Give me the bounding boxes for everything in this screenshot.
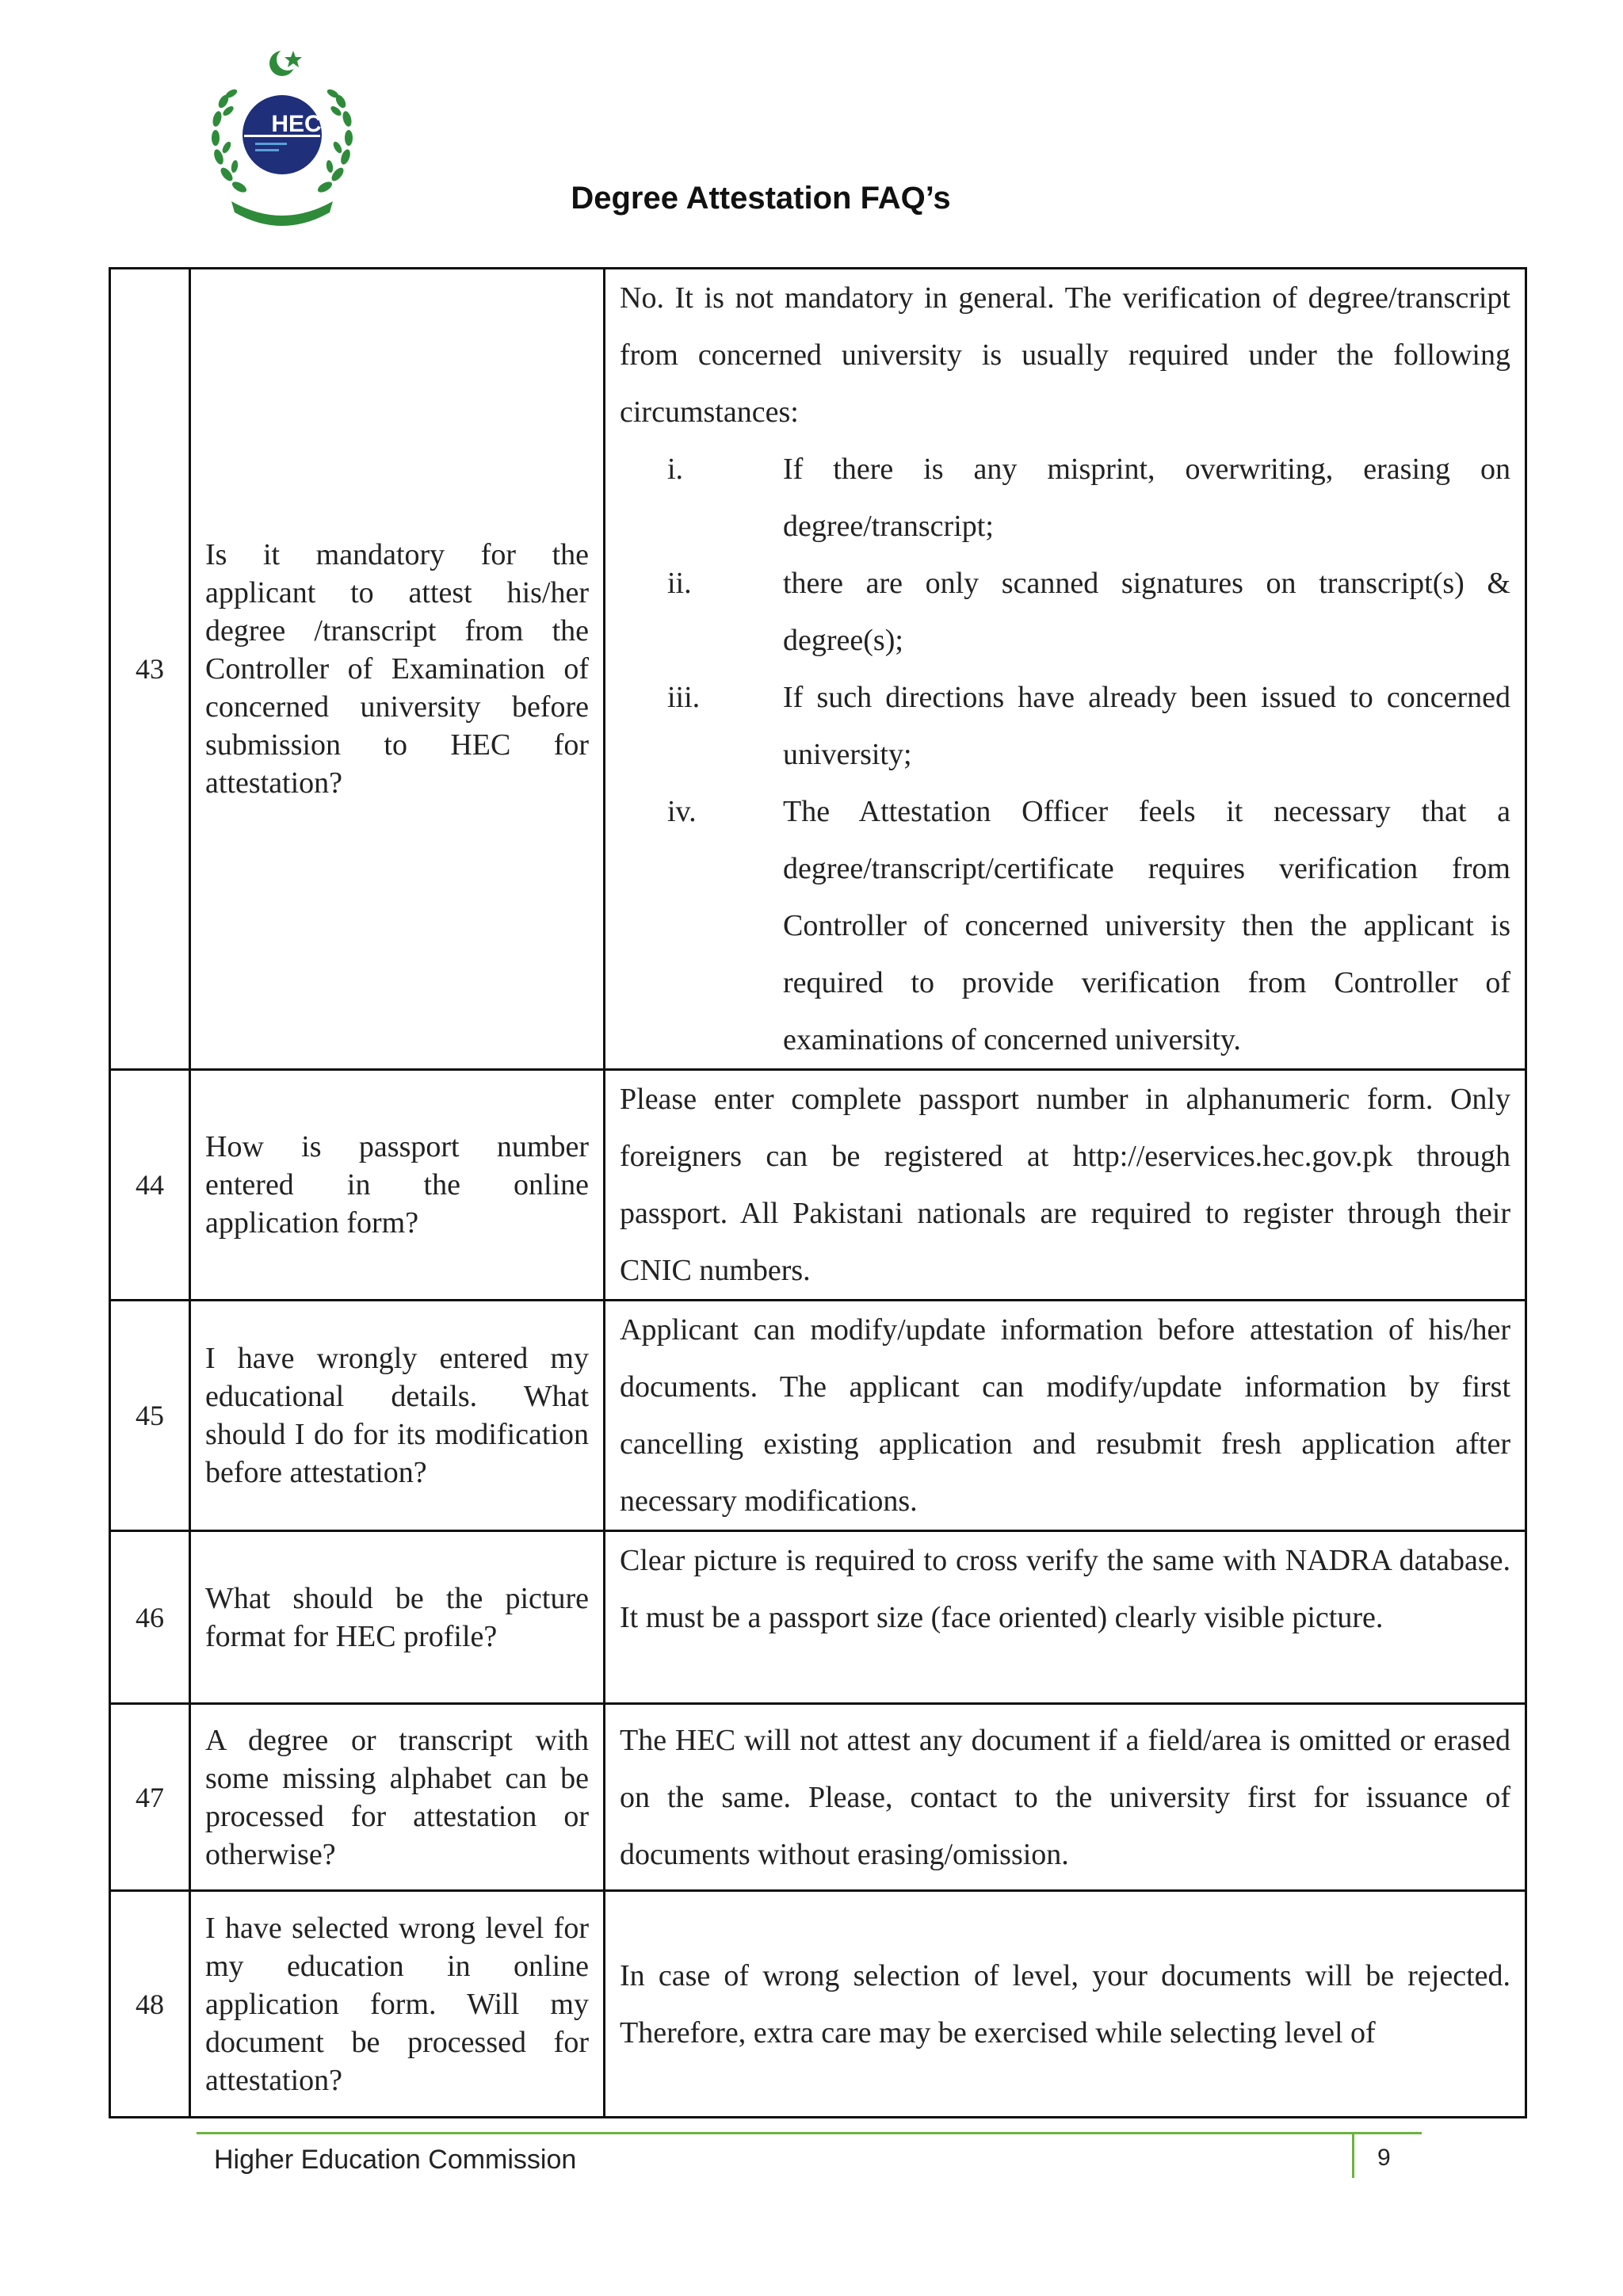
list-marker: iv. — [667, 795, 697, 828]
faq-answer: Please enter complete passport number in alphanumeric form. Only foreigners can be registered at http://eservices.hec.gov.pk through passport. All Pakistani nationals are required to register through their CNIC numbers. — [605, 1070, 1526, 1301]
faq-number: 43 — [110, 269, 190, 1070]
list-item — [620, 441, 1510, 555]
faq-number: 48 — [110, 1891, 190, 2118]
logo-text: HEC — [271, 111, 322, 137]
faq-answer: Applicant can modify/update information before attestation of his/her documents. The applicant can modify/update information by first cancelling existing application and resubmit fresh application after necessary modifications. — [605, 1301, 1526, 1531]
faq-answer: Clear picture is required to cross verify the same with NADRA database. It must be a passport size (face oriented) clearly visible picture. — [605, 1531, 1526, 1704]
faq-row — [110, 269, 1526, 1070]
footer-divider — [197, 2132, 1422, 2134]
list-item-text: there are only scanned signatures on transcript(s) & degree(s); — [783, 567, 1510, 657]
list-item-text: If such directions have already been issued to concerned university; — [783, 681, 1510, 771]
faq-answer-text: No. It is not mandatory in general. The verification of degree/transcript from concerned university is usually required under the following circumstances: — [620, 281, 1510, 429]
page-title: Degree Attestation FAQ’s — [571, 181, 951, 216]
list-item-text: The Attestation Officer feels it necessary that a degree/transcript/certificate requires verification from Controller of concerned university then the applicant is required to provide verification from Controller of examinations of concerned university. — [783, 795, 1510, 1056]
faq-question: I have selected wrong level for my education in online application form. Will my document be processed for attestation? — [190, 1891, 605, 2118]
footer-organization: Higher Education Commission — [214, 2145, 577, 2175]
faq-answer: The HEC will not attest any document if a field/area is omitted or erased on the same. Please, contact to the university first for issuance of documents without erasing/omission. — [605, 1704, 1526, 1891]
faq-number: 44 — [110, 1070, 190, 1301]
list-item — [620, 783, 1510, 1068]
faq-answer-list — [620, 441, 1510, 1068]
faq-question: What should be the picture format for HEC profile? — [190, 1531, 605, 1704]
list-item — [620, 669, 1510, 783]
page-number: 9 — [1377, 2145, 1391, 2171]
list-item-text: If there is any misprint, overwriting, erasing on degree/transcript; — [783, 453, 1510, 543]
list-marker: i. — [667, 453, 684, 486]
faq-row — [110, 1531, 1526, 1704]
faq-row — [110, 1704, 1526, 1891]
footer-vertical-divider — [1352, 2132, 1354, 2178]
faq-number: 47 — [110, 1704, 190, 1891]
list-marker: ii. — [667, 567, 692, 600]
list-item — [620, 555, 1510, 669]
list-marker: iii. — [667, 681, 701, 714]
faq-table — [109, 267, 1527, 2118]
faq-question: A degree or transcript with some missing alphabet can be processed for attestation or otherwise? — [190, 1704, 605, 1891]
faq-answer — [605, 269, 1526, 1070]
faq-question: How is passport number entered in the online application form? — [190, 1070, 605, 1301]
faq-row — [110, 1891, 1526, 2118]
faq-number: 45 — [110, 1301, 190, 1531]
faq-question: Is it mandatory for the applicant to attest his/her degree /transcript from the Controller of Examination of concerned university before submission to HEC for attestation? — [190, 269, 605, 1070]
faq-number: 46 — [110, 1531, 190, 1704]
faq-row — [110, 1070, 1526, 1301]
faq-question: I have wrongly entered my educational details. What should I do for its modification before attestation? — [190, 1301, 605, 1531]
faq-answer: In case of wrong selection of level, your documents will be rejected. Therefore, extra care may be exercised while selecting level of — [605, 1891, 1526, 2118]
faq-row — [110, 1301, 1526, 1531]
